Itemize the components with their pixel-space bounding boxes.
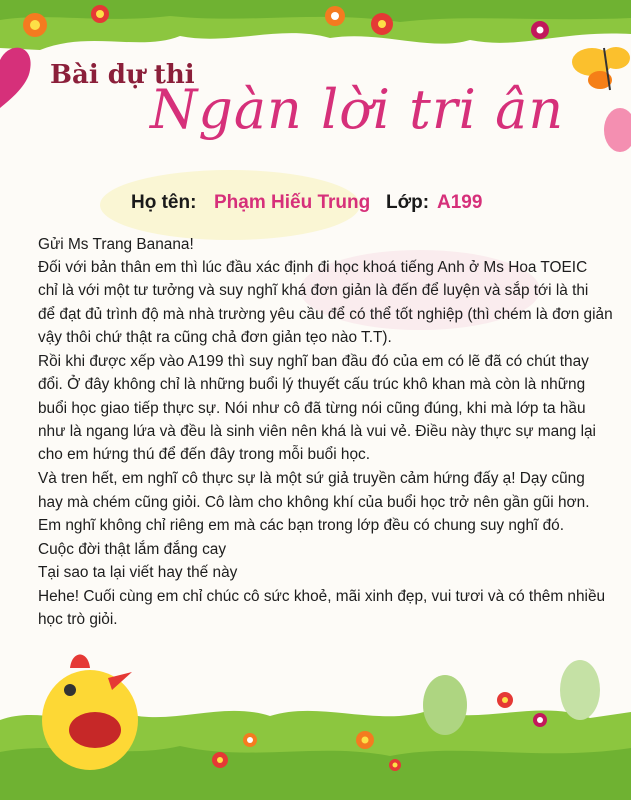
class-label: Lớp: (386, 192, 430, 213)
heart-icon (0, 48, 31, 108)
letter-line: chỉ là với một tư tưởng và suy nghĩ khá đơn giản là đến để luyện và sắp tới là thi (38, 282, 589, 299)
flower-icon (531, 21, 549, 39)
letter-line: cho em hứng thú để đến đây trong mỗi buổi học. (38, 446, 371, 463)
letter-line: Đối với bản thân em thì lúc đầu xác định đi học khoá tiếng Anh ở Ms Hoa TOEIC (38, 259, 588, 276)
chick-icon (42, 655, 138, 771)
flower-icon (389, 759, 401, 771)
letter-line: như là ngang lứa và đều là sinh viên nên khá là vui vẻ. Điều này thực sự mang lại (38, 423, 596, 440)
flower-icon (23, 13, 47, 37)
egg-icon (423, 675, 467, 735)
flower-icon (356, 731, 374, 749)
egg-icon (560, 660, 600, 720)
flower-icon (212, 752, 228, 768)
letter-line: Tại sao ta lại viết hay thế này (38, 564, 238, 581)
flower-icon (497, 692, 513, 708)
letter-line: Em nghĩ không chỉ riêng em mà các bạn trong lớp đều có chung suy nghĩ đó. (38, 517, 564, 534)
flower-icon (533, 713, 547, 727)
letter-line: Cuộc đời thật lắm đắng cay (38, 541, 227, 558)
name-label: Họ tên: (131, 192, 197, 213)
contest-subtitle: Bài dự thi (50, 60, 195, 90)
flower-icon (91, 5, 109, 23)
letter-line: đổi. Ở đây không chỉ là những buổi lý thuyết cấu trúc khô khan mà còn là những (38, 376, 586, 393)
flower-icon (325, 6, 345, 26)
letter-line: hay mà chém cũng giỏi. Cô làm cho không khí của buổi học trở nên gần gũi hơn. (38, 494, 590, 511)
letter-line: để đạt đủ trình độ mà nhà trường yêu cầu để có thể tốt nghiệp (thì chém là đơn giản (38, 306, 613, 323)
egg-icon (604, 108, 631, 152)
flower-icon (371, 13, 393, 35)
class-value: A199 (437, 192, 483, 213)
letter-line: buổi học giao tiếp thực sự. Nói như cô đã từng nói cũng đúng, khi mà lớp ta hầu (38, 400, 586, 417)
letter-line: Và tren hết, em nghĩ cô thực sự là một sứ giả truyền cảm hứng đấy ạ! Dạy cũng (38, 470, 585, 487)
contest-title: Ngàn lời tri ân (150, 78, 565, 141)
flower-icon (243, 733, 257, 747)
name-value: Phạm Hiếu Trung (214, 192, 371, 213)
letter-line: học trò giỏi. (38, 611, 118, 628)
letter-line: vậy thôi chứ thật ra cũng chả đơn giản tẹo nào T.T). (38, 329, 392, 346)
letter-line: Hehe! Cuối cùng em chỉ chúc cô sức khoẻ, mãi xinh đẹp, vui tươi và có thêm nhiều (38, 588, 606, 605)
letter-line: Rồi khi được xếp vào A199 thì suy nghĩ ban đầu đó của em có lẽ đã có chút thay (38, 353, 589, 370)
butterfly-icon (572, 47, 630, 90)
letter-line: Gửi Ms Trang Banana! (38, 236, 194, 253)
